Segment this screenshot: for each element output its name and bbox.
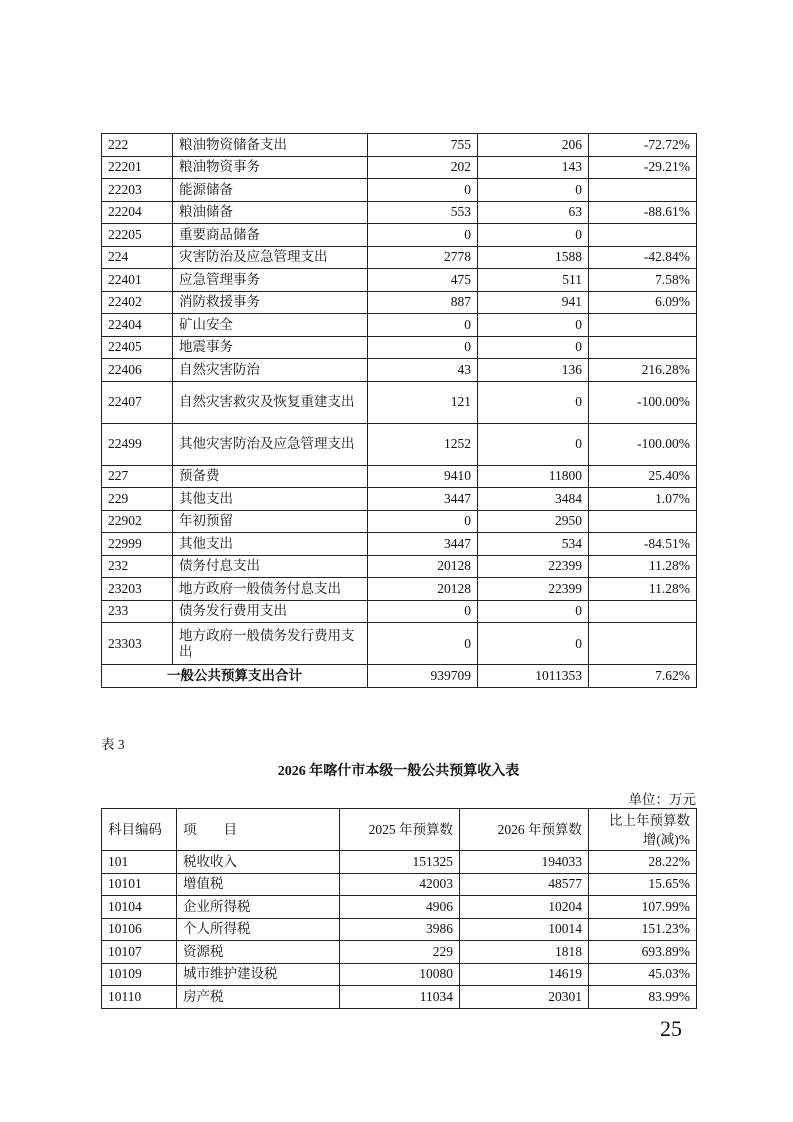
header-2026: 2026 年预算数 (460, 809, 589, 851)
header-change-line2: 增(减)% (642, 831, 690, 847)
cell-change: 6.09% (589, 291, 697, 314)
cell-2025: 229 (340, 941, 460, 964)
total-2025: 939709 (368, 665, 478, 688)
cell-change: -84.51% (589, 533, 697, 556)
cell-change: 1.07% (589, 488, 697, 511)
cell-2026: 0 (478, 224, 589, 247)
cell-code: 222 (102, 134, 173, 157)
header-code: 科目编码 (102, 809, 177, 851)
cell-change: 25.40% (589, 465, 697, 488)
table-row (102, 488, 697, 511)
table-row (102, 555, 697, 578)
cell-change: 28.22% (589, 851, 697, 874)
cell-change: 107.99% (589, 896, 697, 919)
header-2025: 2025 年预算数 (340, 809, 460, 851)
table-row (102, 269, 697, 292)
table-label: 表 3 (101, 737, 125, 752)
table-row (102, 179, 697, 202)
cell-item: 债务发行费用支出 (173, 600, 368, 623)
cell-change: 83.99% (589, 986, 697, 1009)
table-row (102, 465, 697, 488)
cell-item: 企业所得税 (177, 896, 340, 919)
unit-label: 单位：万元 (628, 792, 696, 807)
cell-item: 其他支出 (173, 533, 368, 556)
table-row (102, 578, 697, 601)
table-row (102, 314, 697, 337)
cell-2026: 11800 (478, 465, 589, 488)
cell-item: 粮油储备 (173, 201, 368, 224)
cell-2026: 2950 (478, 510, 589, 533)
cell-change: -72.72% (589, 134, 697, 157)
cell-item: 资源税 (177, 941, 340, 964)
total-label: 一般公共预算支出合计 (102, 665, 368, 688)
cell-change (589, 224, 697, 247)
cell-item: 地震事务 (173, 336, 368, 359)
table-row (102, 156, 697, 179)
cell-code: 22407 (102, 381, 173, 423)
cell-code: 22499 (102, 423, 173, 465)
cell-code: 22404 (102, 314, 173, 337)
table-row (102, 851, 697, 874)
revenue-table (101, 808, 697, 1009)
expenditure-table-continued (101, 133, 697, 688)
cell-change (589, 600, 697, 623)
cell-code: 10106 (102, 918, 177, 941)
cell-change: 151.23% (589, 918, 697, 941)
cell-code: 233 (102, 600, 173, 623)
cell-item: 其他灾害防治及应急管理支出 (173, 423, 368, 465)
total-row (102, 665, 697, 688)
cell-2025: 0 (368, 623, 478, 665)
table-row (102, 918, 697, 941)
cell-item: 自然灾害防治 (173, 359, 368, 382)
cell-2026: 10014 (460, 918, 589, 941)
table-row (102, 224, 697, 247)
cell-code: 22999 (102, 533, 173, 556)
table-row (102, 963, 697, 986)
cell-item: 能源储备 (173, 179, 368, 202)
table-row (102, 134, 697, 157)
table-row (102, 896, 697, 919)
table-row (102, 381, 697, 423)
cell-item: 应急管理事务 (173, 269, 368, 292)
table-row (102, 291, 697, 314)
cell-item: 地方政府一般债务发行费用支出 (173, 623, 368, 665)
cell-item: 矿山安全 (173, 314, 368, 337)
cell-code: 224 (102, 246, 173, 269)
cell-2025: 1252 (368, 423, 478, 465)
cell-2026: 3484 (478, 488, 589, 511)
page-number: 25 (660, 1016, 682, 1041)
cell-2025: 43 (368, 359, 478, 382)
cell-code: 10107 (102, 941, 177, 964)
cell-2026: 0 (478, 336, 589, 359)
cell-2026: 194033 (460, 851, 589, 874)
cell-change (589, 336, 697, 359)
table-row (102, 201, 697, 224)
cell-item: 税收收入 (177, 851, 340, 874)
cell-change (589, 510, 697, 533)
cell-change: 216.28% (589, 359, 697, 382)
cell-2026: 143 (478, 156, 589, 179)
cell-code: 22205 (102, 224, 173, 247)
header-item: 项 目 (177, 809, 340, 851)
cell-change (589, 179, 697, 202)
cell-code: 22402 (102, 291, 173, 314)
total-change: 7.62% (589, 665, 697, 688)
cell-2025: 0 (368, 314, 478, 337)
cell-2025: 0 (368, 510, 478, 533)
cell-code: 229 (102, 488, 173, 511)
cell-code: 22401 (102, 269, 173, 292)
cell-2026: 1588 (478, 246, 589, 269)
cell-2025: 3986 (340, 918, 460, 941)
table-row (102, 986, 697, 1009)
cell-code: 101 (102, 851, 177, 874)
cell-2026: 941 (478, 291, 589, 314)
header-change (589, 809, 697, 851)
cell-2026: 20301 (460, 986, 589, 1009)
cell-item: 地方政府一般债务付息支出 (173, 578, 368, 601)
table-row (102, 423, 697, 465)
cell-2026: 48577 (460, 873, 589, 896)
cell-2025: 4906 (340, 896, 460, 919)
cell-2026: 0 (478, 423, 589, 465)
table-row (102, 873, 697, 896)
cell-2026: 511 (478, 269, 589, 292)
cell-2025: 42003 (340, 873, 460, 896)
table-row (102, 533, 697, 556)
cell-2026: 0 (478, 600, 589, 623)
cell-2025: 121 (368, 381, 478, 423)
header-change-line1: 比上年预算数 (609, 812, 690, 828)
cell-code: 232 (102, 555, 173, 578)
cell-2026: 0 (478, 314, 589, 337)
cell-2025: 0 (368, 336, 478, 359)
cell-item: 自然灾害救灾及恢复重建支出 (173, 381, 368, 423)
cell-code: 22204 (102, 201, 173, 224)
cell-2026: 0 (478, 381, 589, 423)
cell-2025: 553 (368, 201, 478, 224)
cell-2026: 1818 (460, 941, 589, 964)
cell-change: -29.21% (589, 156, 697, 179)
cell-change (589, 623, 697, 665)
cell-2026: 10204 (460, 896, 589, 919)
cell-change: 45.03% (589, 963, 697, 986)
cell-2026: 206 (478, 134, 589, 157)
cell-2025: 0 (368, 600, 478, 623)
cell-change: -88.61% (589, 201, 697, 224)
cell-2025: 10080 (340, 963, 460, 986)
cell-code: 23203 (102, 578, 173, 601)
cell-2026: 0 (478, 179, 589, 202)
cell-code: 22203 (102, 179, 173, 202)
table-row (102, 623, 697, 665)
cell-code: 227 (102, 465, 173, 488)
cell-item: 消防救援事务 (173, 291, 368, 314)
cell-2025: 0 (368, 179, 478, 202)
table-row (102, 359, 697, 382)
table-row (102, 600, 697, 623)
cell-2026: 22399 (478, 578, 589, 601)
cell-2025: 0 (368, 224, 478, 247)
cell-code: 22405 (102, 336, 173, 359)
cell-2025: 11034 (340, 986, 460, 1009)
cell-2025: 2778 (368, 246, 478, 269)
cell-2026: 14619 (460, 963, 589, 986)
cell-code: 10104 (102, 896, 177, 919)
cell-change: -42.84% (589, 246, 697, 269)
cell-2025: 20128 (368, 578, 478, 601)
cell-item: 年初预留 (173, 510, 368, 533)
cell-code: 22406 (102, 359, 173, 382)
table-row (102, 246, 697, 269)
table-title: 2026 年喀什市本级一般公共预算收入表 (277, 764, 520, 779)
cell-2025: 151325 (340, 851, 460, 874)
cell-2026: 22399 (478, 555, 589, 578)
cell-change: -100.00% (589, 381, 697, 423)
cell-change: -100.00% (589, 423, 697, 465)
cell-item: 预备费 (173, 465, 368, 488)
cell-2025: 9410 (368, 465, 478, 488)
cell-item: 房产税 (177, 986, 340, 1009)
total-2026: 1011353 (478, 665, 589, 688)
cell-2025: 475 (368, 269, 478, 292)
cell-2025: 3447 (368, 488, 478, 511)
cell-2026: 136 (478, 359, 589, 382)
cell-2026: 63 (478, 201, 589, 224)
cell-2026: 0 (478, 623, 589, 665)
cell-change: 11.28% (589, 578, 697, 601)
cell-2025: 202 (368, 156, 478, 179)
cell-2025: 887 (368, 291, 478, 314)
cell-item: 重要商品储备 (173, 224, 368, 247)
cell-2026: 534 (478, 533, 589, 556)
cell-2025: 3447 (368, 533, 478, 556)
cell-code: 10110 (102, 986, 177, 1009)
cell-code: 10101 (102, 873, 177, 896)
table-header-row (102, 809, 697, 851)
cell-code: 23303 (102, 623, 173, 665)
cell-2025: 755 (368, 134, 478, 157)
cell-code: 22902 (102, 510, 173, 533)
cell-item: 增值税 (177, 873, 340, 896)
cell-change (589, 314, 697, 337)
cell-change: 15.65% (589, 873, 697, 896)
cell-change: 7.58% (589, 269, 697, 292)
table-row (102, 510, 697, 533)
cell-change: 11.28% (589, 555, 697, 578)
cell-item: 粮油物资储备支出 (173, 134, 368, 157)
cell-item: 债务付息支出 (173, 555, 368, 578)
table-row (102, 336, 697, 359)
cell-item: 其他支出 (173, 488, 368, 511)
cell-item: 城市维护建设税 (177, 963, 340, 986)
table-row (102, 941, 697, 964)
cell-code: 10109 (102, 963, 177, 986)
cell-item: 粮油物资事务 (173, 156, 368, 179)
cell-code: 22201 (102, 156, 173, 179)
cell-change: 693.89% (589, 941, 697, 964)
cell-2025: 20128 (368, 555, 478, 578)
cell-item: 灾害防治及应急管理支出 (173, 246, 368, 269)
cell-item: 个人所得税 (177, 918, 340, 941)
